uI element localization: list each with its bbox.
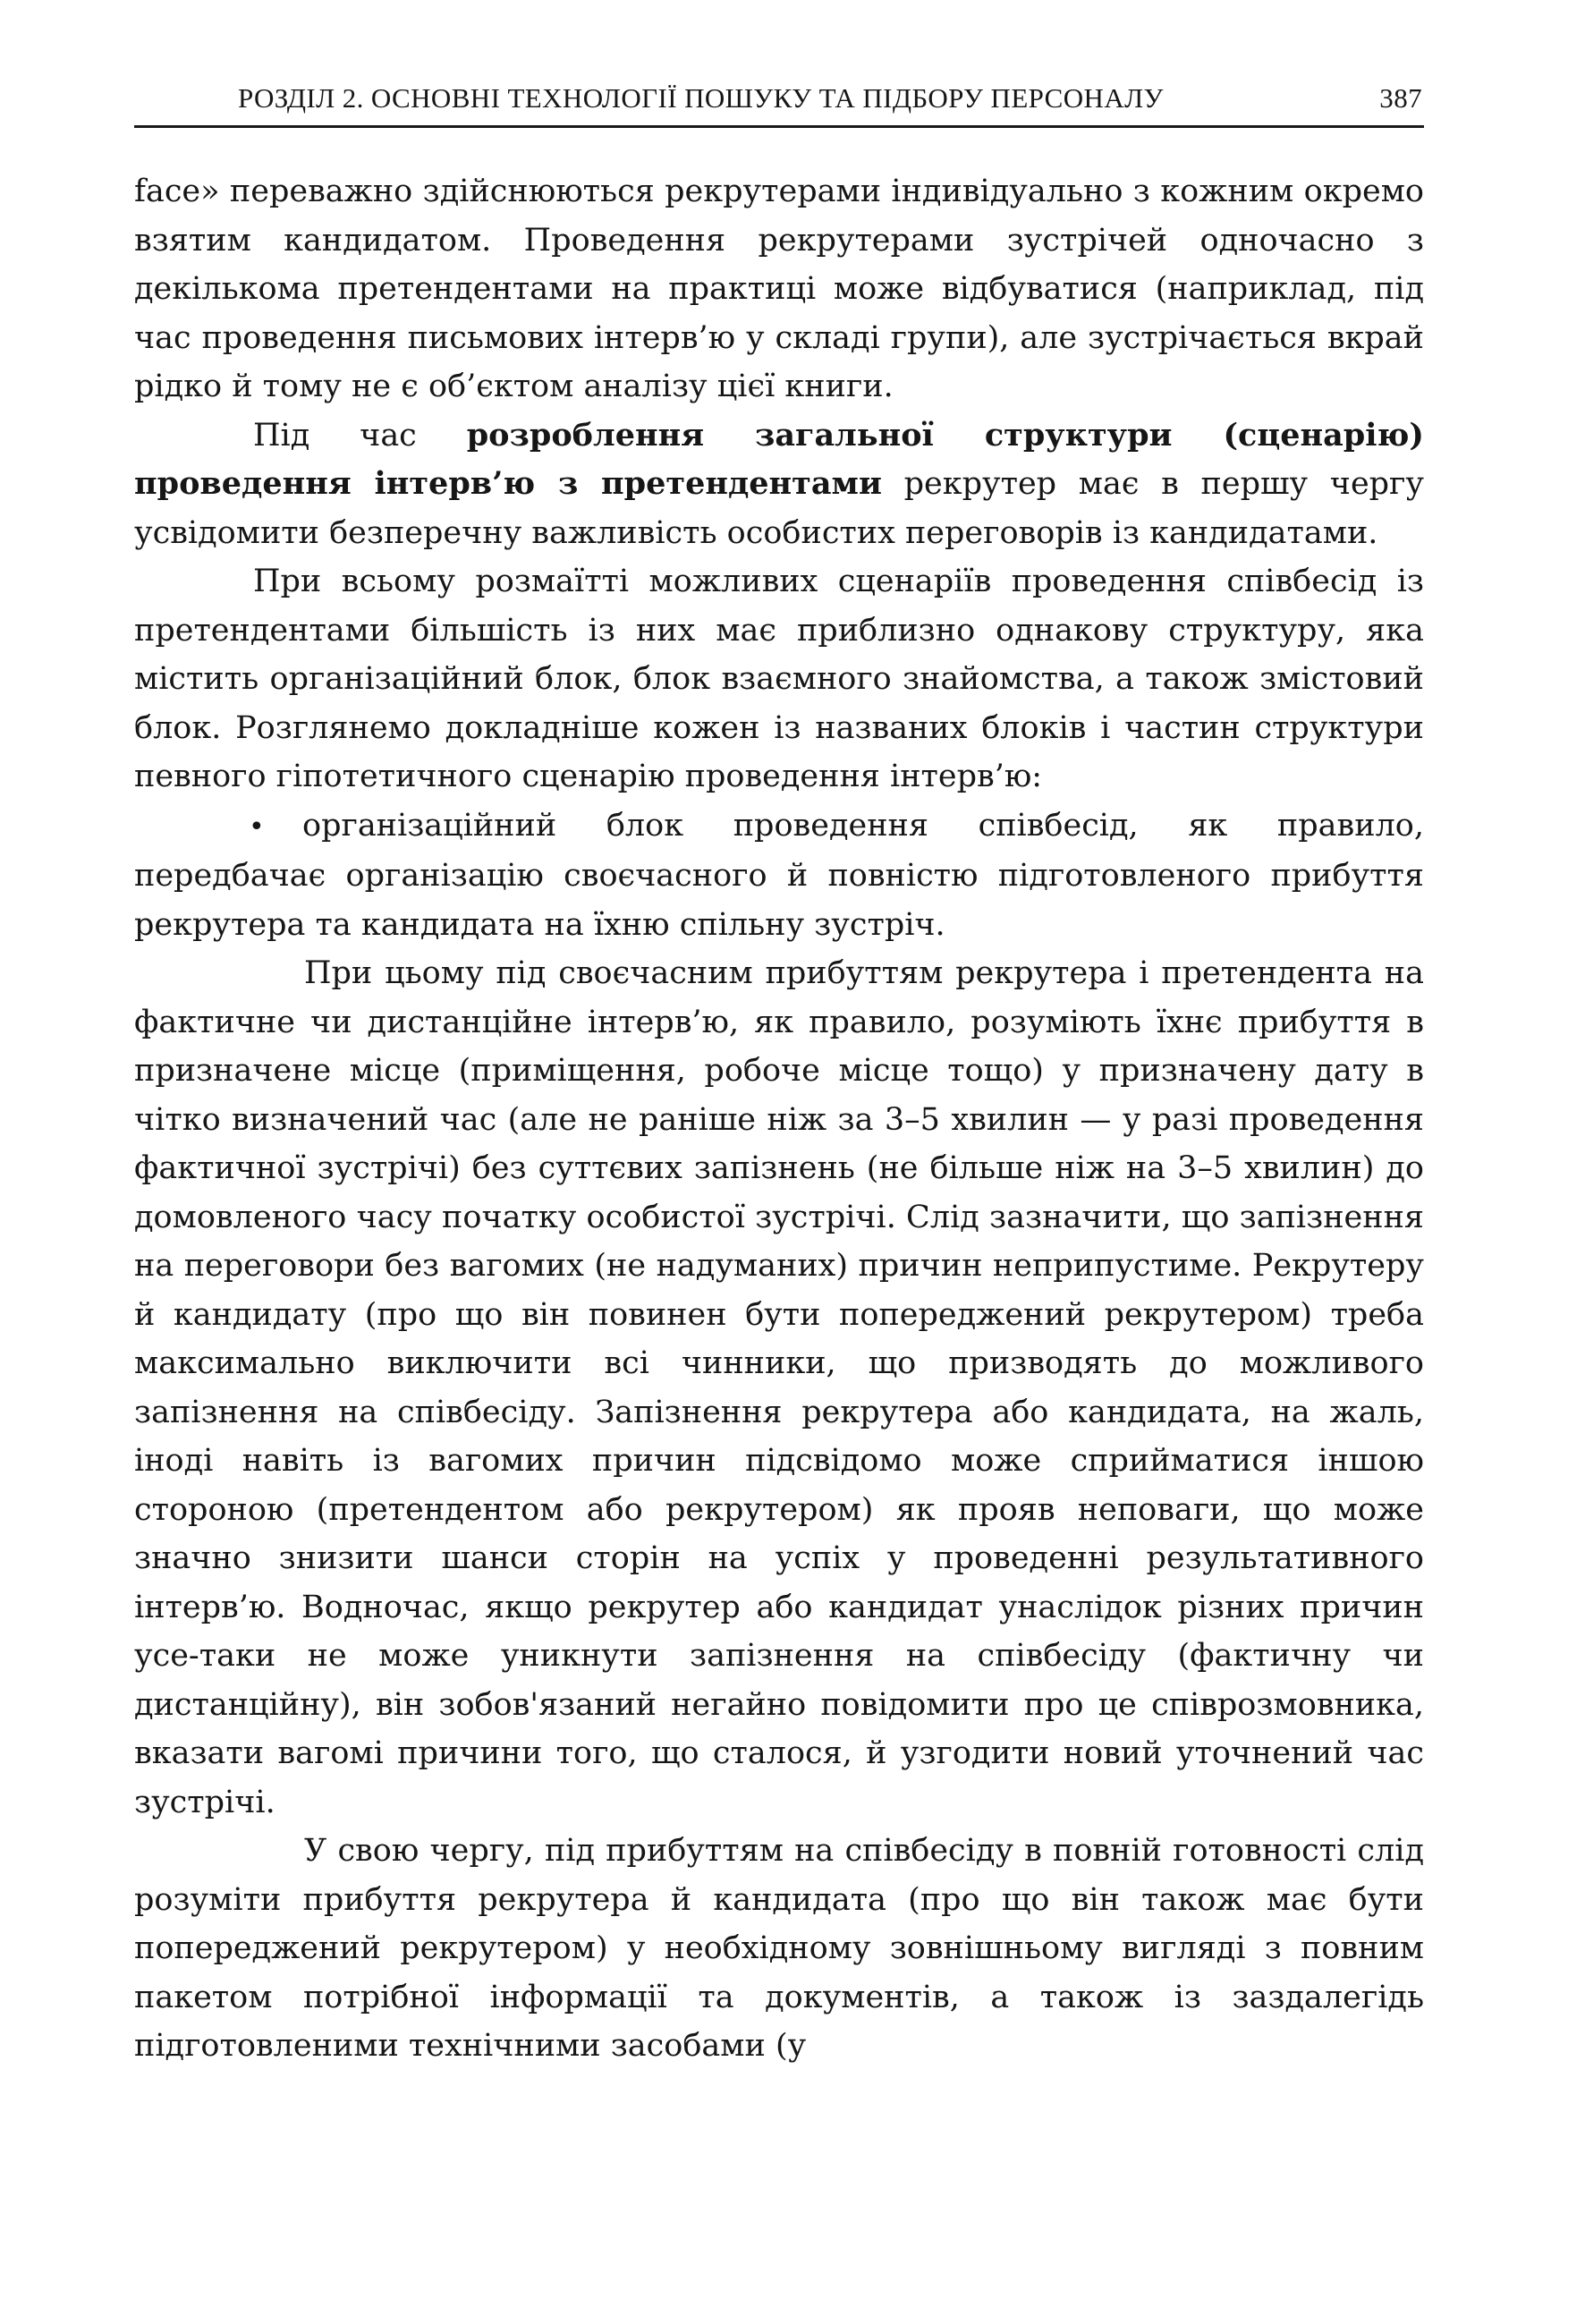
running-header [134, 82, 1424, 128]
paragraph-3: При всьому розмаїтті можливих сценаріїв проведення співбесід із претендентами більшість із них має приблизно однакову структуру, яка містить організаційний блок, блок взаємного знайомства, а також змістовий блок. Розглянемо докладніше кожен із названих блоків і частин структури певного гіпотетичного сценарію проведення інтерв’ю: [134, 564, 1424, 794]
book-page [134, 82, 1424, 2071]
paragraph-2-bold-term: розроблення загальної структури (сценарію) проведення інтерв’ю з претендентами [134, 416, 1424, 502]
bullet-icon: • [249, 810, 265, 843]
paragraph-4: При цьому під своєчасним прибуттям рекрутера і претендента на фактичне чи дистанційне інтерв’ю, як правило, розуміють їхнє прибуття в призначене місце (приміщення, робоче місце тощо) у призначену дату в чітко визначений час (але не раніше ніж за 3–5 хвилин — у разі проведення фактичної зустрічі) без суттєвих запізнень (не більше ніж на 3–5 хвилин) до домовленого часу початку особистої зустрічі. Слід зазначити, що запізнення на переговори без вагомих (не надуманих) причин неприпустиме. Рекрутеру й кандидату (про що він повинен бути попереджений рекрутером) треба максимально виключити всі чинники, що призводять до можливого запізнення на співбесіду. Запізнення рекрутера або кандидата, на жаль, іноді навіть із вагомих причин підсвідомо може сприйматися іншою стороною (претендентом або рекрутером) як прояв неповаги, що може значно знизити шанси сторін на успіх у проведенні результативного інтерв’ю. Водночас, якщо рекрутер або кандидат унаслідок різних причин усе-таки не може уникнути запізнення на співбесіду (фактичну чи дистанційну), він зобов'язаний негайно повідомити про це співрозмовника, вказати вагомі причини того, що сталося, й узгодити новий уточнений час зустрічі. [134, 955, 1424, 1820]
paragraph-2-end: рекрутер має в першу чергу усвідомити безперечну важливість особистих переговорів із кандидатами. [134, 466, 1424, 551]
chapter-title: РОЗДІЛ 2. ОСНОВНІ ТЕХНОЛОГІЇ ПОШУКУ ТА ПІДБОРУ ПЕРСОНАЛУ [238, 82, 1164, 114]
page-body [134, 167, 1424, 2071]
paragraph-2 [134, 411, 1424, 558]
bullet-text: організаційний блок проведення співбесід, як правило, передбачає організацію своєчасного й повністю підготовленого прибуття рекрутера та кандидата на їхню спільну зустріч. [134, 807, 1424, 943]
page-number: 387 [1379, 82, 1422, 114]
paragraph-5: У свою чергу, під прибуттям на співбесіду в повній готовності слід розуміти прибуття рекрутера й кандидата (про що він також має бути попереджений рекрутером) у необхідному зовнішньому вигляді з повним пакетом потрібної інформації та документів, а також із заздалегідь підготовленими технічними засобами (у [134, 1833, 1424, 2064]
paragraph-1: face» переважно здійснюються рекрутерами індивідуально з кожним окремо взятим кандидатом. Проведення рекрутерами зустрічей одночасно з декількома претендентами на практиці може відбуватися (наприклад, під час проведення письмових інтерв’ю у складі групи), але зустрічається вкрай рідко й тому не є об’єктом аналізу цієї книги. [134, 174, 1424, 404]
paragraph-2-start: Під час [253, 417, 467, 454]
bullet-item [134, 802, 1424, 950]
